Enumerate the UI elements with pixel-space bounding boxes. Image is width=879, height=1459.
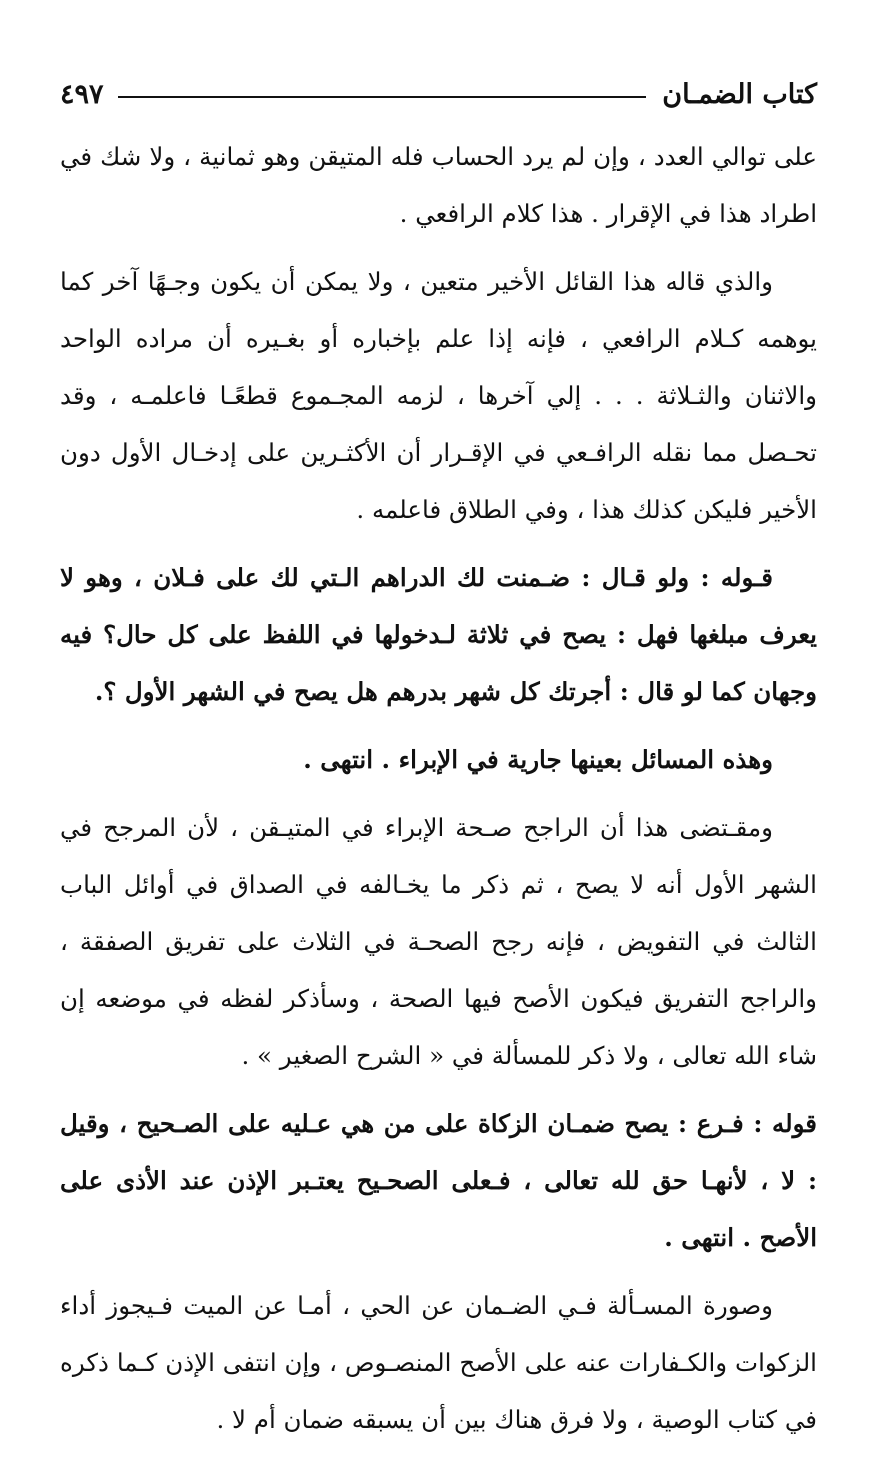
paragraph-continuation: على توالي العدد ، وإن لم يرد الحساب فله المتيقن وهو ثمانية ، ولا شك في اطراد هذا في الإقرار . هذا كلام الرافعي . [60,142,817,228]
paragraph-quoted-statement-end: وهذه المسائل بعينها جارية في الإبراء . انتهى . [303,745,773,774]
chapter-title: كتاب الضمـان [662,78,817,110]
header-rule [118,96,647,98]
paragraph-quoted-statement: قـوله : ولو قـال : ضـمنت لك الدراهم الـتي لك على فـلان ، وهو لا يعرف مبلغها فهل : يصح في ثلاثة لـدخولها في اللفظ على كل حال؟ فيه وجهان كما لو قال : أجرتك كل شهر بدرهم هل يصح في الشهر الأول ؟. [60,563,817,706]
running-header [60,72,817,116]
text-body [60,128,817,1459]
paragraph-commentary: وصورة المسـألة فـي الضـمان عن الحي ، أمـا عن الميت فـيجوز أداء الزكوات والكـفارات عنه على الأصح المنصـوص ، وإن انتفى الإذن كـما ذكره في كتاب الوصية ، ولا فرق هناك بين أن يسبقه ضمان أم لا . [60,1291,817,1434]
page-number: ٤٩٧ [60,78,104,110]
paragraph-commentary: والذي قاله هذا القائل الأخير متعين ، ولا يمكن أن يكون وجـهًا آخر كما يوهمه كـلام الرافعي ، فإنه إذا علم بإخباره أو بغـيره أن مراده الواحد والاثنان والثـلاثة . . . إلي آخرها ، لزمه المجـموع قطعًـا فاعلمـه ، وقد تحـصل مما نقله الرافـعي في الإقـرار أن الأكثـرين على إدخـال الأول دون الأخير فليكن كذلك هذا ، وفي الطلاق فاعلمه . [60,267,817,524]
paragraph-commentary: ومقـتضى هذا أن الراجح صـحة الإبراء في المتيـقن ، لأن المرجح في الشهر الأول أنه لا يصح ، ثم ذكر ما يخـالفه في الصداق في أوائل الباب الثالث في التفويض ، فإنه رجح الصحـة في الثلاث على تفريق الصفقة ، والراجح التفريق فيكون الأصح فيها الصحة ، وسأذكر لفظه في موضعه إن شاء الله تعالى ، ولا ذكر للمسألة في « الشرح الصغير » . [60,813,817,1070]
paragraph-quoted-statement: قوله : فـرع : يصح ضمـان الزكاة على من هي عـليه على الصـحيح ، وقيل : لا ، لأنهـا حق لله تعالى ، فـعلى الصحـيح يعتـبر الإذن عند الأذى على الأصح . انتهى . [60,1109,817,1252]
